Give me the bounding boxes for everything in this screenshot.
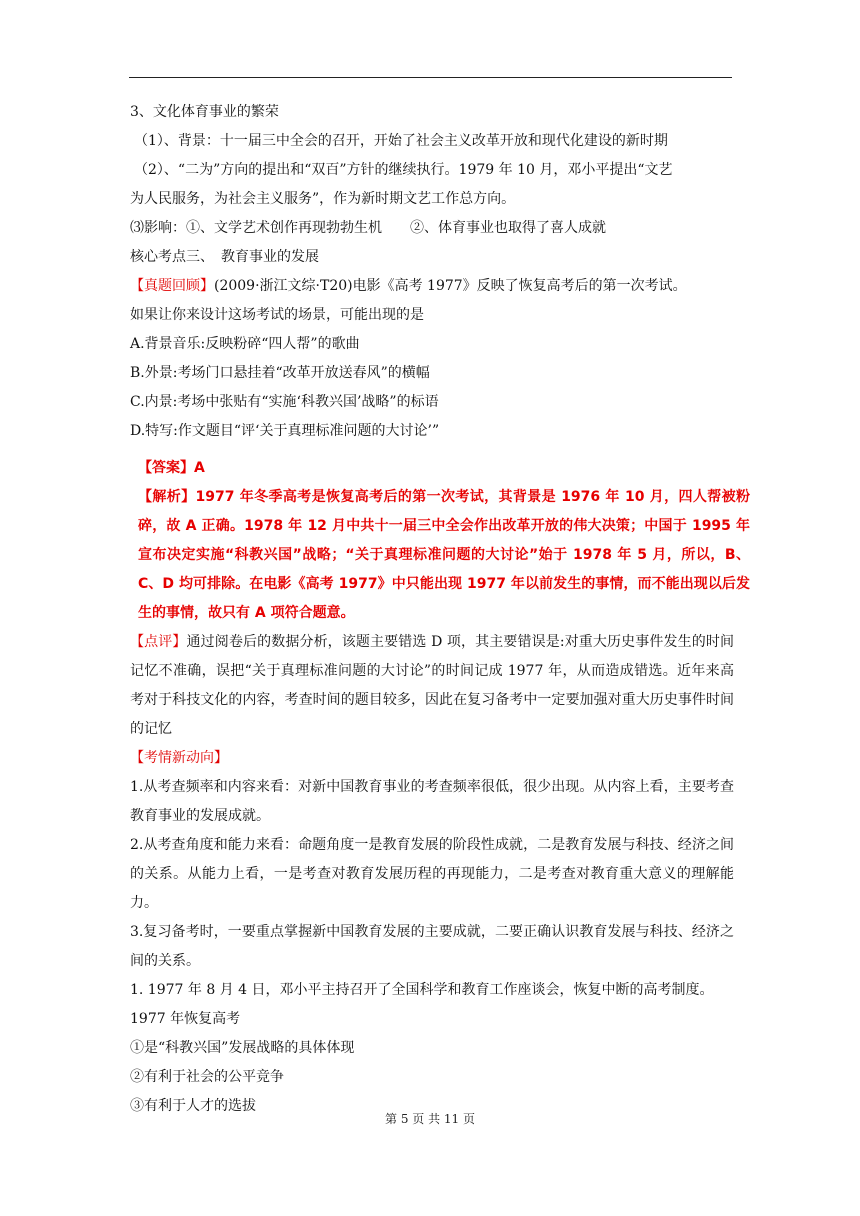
trend-item-3: 3.复习备考时，一要重点掌握新中国教育发展的主要成就，二要正确认识教育发展与科技、经济之间的关系。 bbox=[130, 924, 734, 969]
question-stem-line2: 如果让你来设计这场考试的场景，可能出现的是 bbox=[130, 307, 424, 323]
paragraph-impact: ⑶影响：①、文学艺术创作再现勃勃生机 ②、体育事业也取得了喜人成就 bbox=[130, 220, 606, 236]
core-point-title: 核心考点三、 教育事业的发展 bbox=[130, 249, 319, 265]
review-paragraph: 【点评】通过阅卷后的数据分析，该题主要错选 D 项，其主要错误是:对重大历史事件发生的时间记忆不准确，误把“关于真理标准问题的大讨论”的时间记成 1977 年，从而造成错选。近年来高考对于科技文化的内容，考查时间的题目较多，因此在复习备考中一定要加强对重大历史事件时间的记忆 bbox=[130, 634, 735, 737]
trends-tag: 【考情新动向】 bbox=[130, 750, 228, 766]
option-c: C.内景:考场中张贴有“实施‘科教兴国’战略”的标语 bbox=[130, 394, 439, 410]
q1-stem-line2: 1977 年恢复高考 bbox=[130, 1011, 241, 1027]
header-rule bbox=[129, 77, 732, 78]
page-footer: 第 5 页 共 11 页 bbox=[385, 1112, 475, 1126]
question-stem-line1: 【真题回顾】(2009·浙江文综·T20)电影《高考 1977》反映了恢复高考后的第一次考试。 bbox=[130, 278, 687, 294]
section-title: 3、文化体育事业的繁荣 bbox=[130, 104, 279, 120]
review-tag: 【点评】 bbox=[130, 634, 187, 650]
q1-stem-line1: 1. 1977 年 8 月 4 日，邓小平主持召开了全国科学和教育工作座谈会，恢复中断的高考制度。 bbox=[130, 982, 714, 998]
q1-item-3: ③有利于人才的选拔 bbox=[130, 1098, 256, 1114]
answer-label: 【答案】A bbox=[138, 460, 205, 476]
option-a: A.背景音乐:反映粉碎“四人帮”的歌曲 bbox=[130, 336, 360, 352]
question-tag: 【真题回顾】 bbox=[130, 278, 214, 294]
paragraph-policy-line1: （2）、“二为”方向的提出和“双百”方针的继续执行。1979 年 10 月，邓小平提出“文艺 bbox=[134, 162, 673, 178]
paragraph-background: （1）、背景：十一届三中全会的召开，开始了社会主义改革开放和现代化建设的新时期 bbox=[134, 133, 668, 149]
document-body bbox=[130, 98, 750, 1121]
option-b: B.外景:考场门口悬挂着“改革开放送春风”的横幅 bbox=[130, 365, 430, 381]
paragraph-policy-line2: 为人民服务，为社会主义服务”，作为新时期文艺工作总方向。 bbox=[130, 191, 516, 207]
option-d: D.特写:作文题目“评‘关于真理标准问题的大讨论’” bbox=[130, 423, 440, 439]
trend-item-1: 1.从考查频率和内容来看：对新中国教育事业的考查频率很低，很少出现。从内容上看，主要考查教育事业的发展成就。 bbox=[130, 779, 734, 824]
q1-item-2: ②有利于社会的公平竞争 bbox=[130, 1069, 284, 1085]
analysis-text: 【解析】1977 年冬季高考是恢复高考后的第一次考试，其背景是 1976 年 10 月，四人帮被粉碎，故 A 正确。1978 年 12 月中共十一届三中全会作出改革开放的伟大决策；中国于 1995 年宣布决定实施“科教兴国”战略；“关于真理标准问题的大讨论”始于 1978 年 5 月，所以，B、C、D 均可排除。在电影《高考 1977》中只能出现 1977 年以前发生的事情，而不能出现以后发生的事情，故只有 A 项符合题意。 bbox=[138, 489, 750, 621]
q1-item-1: ①是“科教兴国”发展战略的具体体现 bbox=[130, 1040, 355, 1056]
trend-item-2: 2.从考查角度和能力来看：命题角度一是教育发展的阶段性成就，二是教育发展与科技、经济之间的关系。从能力上看，一是考查对教育发展历程的再现能力，二是考查对教育重大意义的理解能力。 bbox=[130, 837, 734, 911]
